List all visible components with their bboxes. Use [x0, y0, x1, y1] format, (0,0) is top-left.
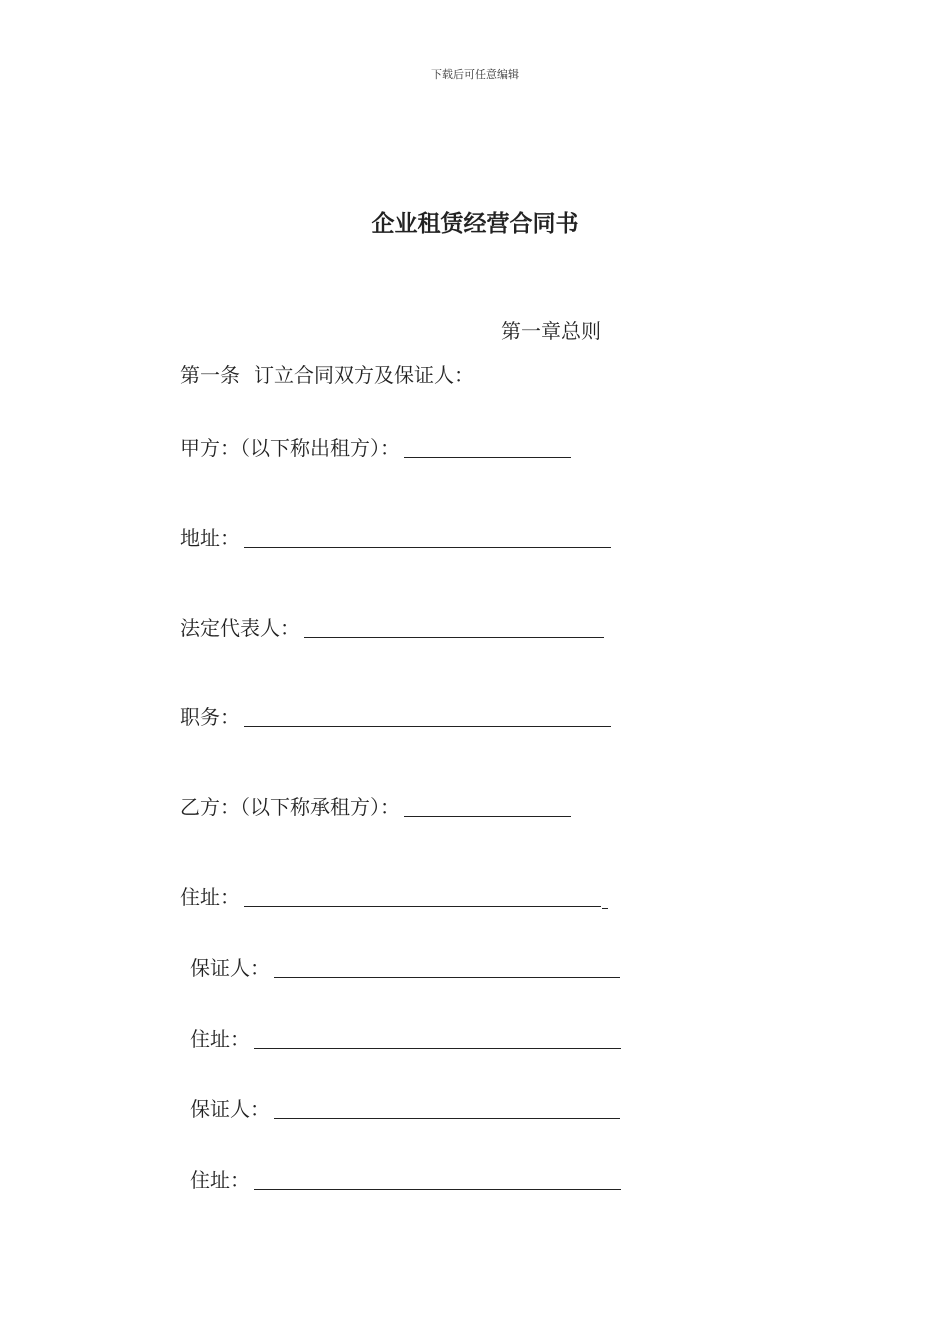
- lessor-address-label: 地址：: [180, 526, 240, 550]
- legal-representative-label: 法定代表人：: [180, 616, 300, 640]
- guarantor-1-label: 保证人：: [190, 956, 270, 980]
- lessee-address-field: [180, 885, 608, 909]
- lessor-address-blank[interactable]: [244, 527, 611, 548]
- guarantor-1-address-label: 住址：: [190, 1027, 250, 1051]
- lessor-address-field: [180, 526, 611, 550]
- guarantor-1-address-blank[interactable]: [254, 1028, 621, 1049]
- legal-representative-blank[interactable]: [304, 617, 604, 638]
- article-heading: [180, 359, 474, 388]
- lessor-field: [180, 436, 571, 460]
- position-field: [180, 705, 611, 729]
- guarantor-2-blank[interactable]: [274, 1098, 620, 1119]
- guarantor-2-label: 保证人：: [190, 1097, 270, 1121]
- guarantor-1-blank[interactable]: [274, 957, 620, 978]
- article-number: 第一条: [180, 363, 240, 387]
- underline-tail: [602, 888, 608, 909]
- chapter-heading: 第一章总则: [501, 319, 601, 343]
- lessor-label: 甲方：（以下称出租方）：: [180, 436, 400, 460]
- lessor-blank[interactable]: [404, 437, 571, 458]
- position-label: 职务：: [180, 705, 240, 729]
- guarantor-2-address-blank[interactable]: [254, 1169, 621, 1190]
- lessee-address-blank[interactable]: [244, 886, 601, 907]
- legal-representative-field: [180, 616, 604, 640]
- guarantor-2-address-field: [190, 1168, 621, 1192]
- lessee-field: [180, 795, 571, 819]
- lessee-label: 乙方：（以下称承租方）：: [180, 795, 400, 819]
- guarantor-1-field: [190, 956, 620, 980]
- lessee-blank[interactable]: [404, 796, 571, 817]
- guarantor-1-address-field: [190, 1027, 621, 1051]
- document-title: 企业租赁经营合同书: [371, 211, 579, 237]
- lessee-address-label: 住址：: [180, 885, 240, 909]
- header-note: 下载后可任意编辑: [431, 68, 519, 81]
- position-blank[interactable]: [244, 706, 611, 727]
- guarantor-2-field: [190, 1097, 620, 1121]
- article-text: 订立合同双方及保证人：: [254, 363, 474, 387]
- guarantor-2-address-label: 住址：: [190, 1168, 250, 1192]
